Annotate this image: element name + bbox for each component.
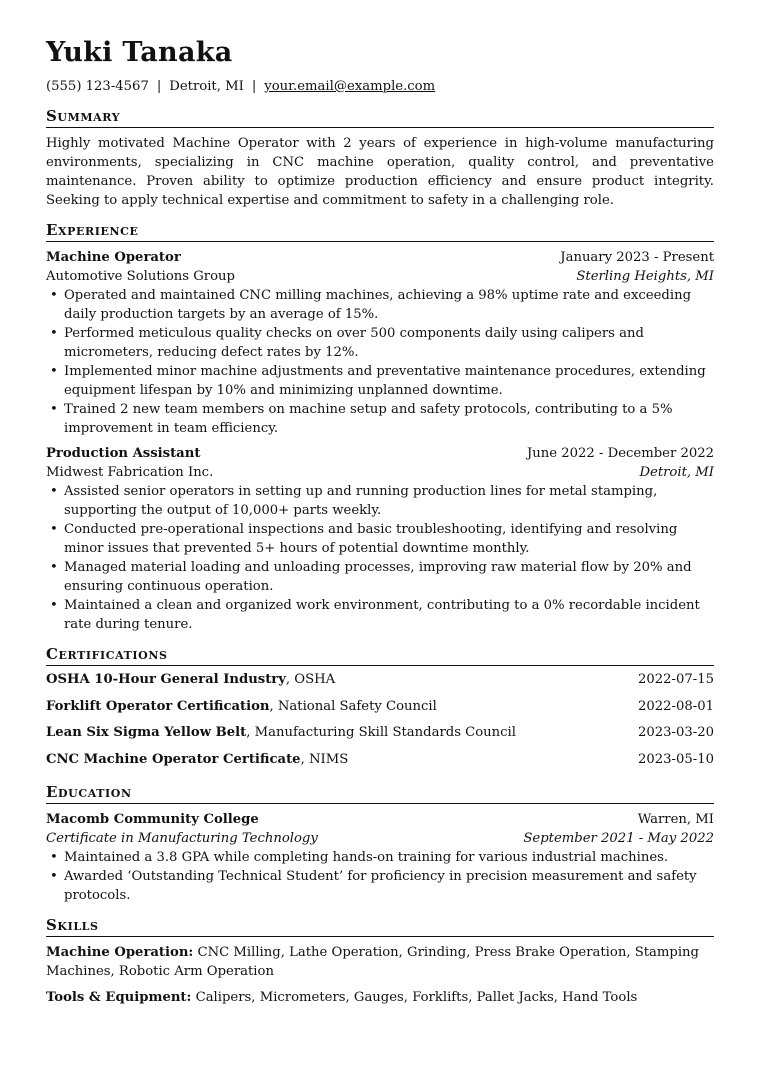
certification-issuer: , NIMS (300, 751, 349, 767)
skill-group-label: Tools & Equipment: (46, 989, 192, 1005)
job-dates: June 2022 - December 2022 (526, 446, 714, 461)
certifications-section (46, 644, 714, 772)
location: Detroit, MI (169, 79, 244, 94)
candidate-name: Yuki Tanaka (46, 37, 233, 68)
education-dates: September 2021 - May 2022 (523, 830, 714, 846)
email-link[interactable]: your.email@example.com (264, 79, 436, 94)
certification-date: 2023-05-10 (637, 751, 714, 767)
school-name: Macomb Community College (46, 811, 259, 827)
job-location: Detroit, MI (639, 465, 714, 480)
job-bullet: • Maintained a clean and organized work environment, contributing to a 0% recordable incident rate during tenure. (46, 596, 714, 634)
contact-separator: | (156, 79, 162, 94)
skill-group (46, 988, 714, 1007)
job-dates: January 2023 - Present (560, 250, 714, 265)
section-heading-summary: Summary (46, 106, 714, 128)
education-bullet: • Awarded ‘Outstanding Technical Student’ for proficiency in precision measurement and safety protocols. (46, 867, 714, 905)
resume-page (46, 36, 714, 1014)
section-heading-certifications: Certifications (46, 644, 714, 666)
certification-issuer: , National Safety Council (269, 698, 437, 714)
contact-line (46, 78, 714, 96)
section-heading-education: Education (46, 782, 714, 804)
job-title: Production Assistant (46, 446, 201, 461)
certification-item (46, 697, 714, 724)
certification-name: Lean Six Sigma Yellow Belt (46, 725, 247, 740)
certification-name: Forklift Operator Certification (46, 698, 270, 714)
skill-group-label: Machine Operation: (46, 944, 194, 960)
certification-name: CNC Machine Operator Certificate (46, 751, 301, 767)
skill-group-values: Calipers, Micrometers, Gauges, Forklifts, Pallet Jacks, Hand Tools (191, 989, 638, 1005)
job-bullet: • Assisted senior operators in setting up and running production lines for metal stamping, supporting the output of 10,000+ parts weekly. (46, 482, 714, 520)
summary-text: Highly motivated Machine Operator with 2 years of experience in high-volume manufacturing environments, specializing in CNC machine operation, quality control, and preventative maintenance. Proven ability to optimize production efficiency and ensure product integrity. Seeking to apply technical expertise and commitment to safety in a challenging role. (46, 136, 714, 208)
certification-item (46, 723, 714, 750)
job-bullet: • Conducted pre-operational inspections and basic troubleshooting, identifying and resolving minor issues that prevented 5+ hours of potential downtime monthly. (46, 520, 714, 558)
job-location: Sterling Heights, MI (576, 269, 714, 284)
certification-item (46, 750, 714, 772)
job-entry (46, 248, 714, 438)
certification-date: 2022-08-01 (637, 698, 714, 714)
phone-number: (555) 123-4567 (46, 79, 149, 94)
skills-section (46, 915, 714, 1007)
education-section (46, 782, 714, 905)
program-name: Certificate in Manufacturing Technology (46, 830, 318, 846)
job-bullet: • Performed meticulous quality checks on over 500 components daily using calipers and micrometers, reducing defect rates by 12%. (46, 324, 714, 362)
certification-issuer: , Manufacturing Skill Standards Council (246, 725, 516, 740)
skill-group-values: CNC Milling, Lathe Operation, Grinding, Press Brake Operation, Stamping Machines, Robotic Arm Operation (46, 944, 699, 979)
certification-date: 2022-07-15 (637, 672, 714, 687)
experience-section (46, 220, 714, 634)
company-name: Automotive Solutions Group (46, 269, 235, 284)
job-bullet: • Implemented minor machine adjustments and preventative maintenance procedures, extending equipment lifespan by 10% and minimizing unplanned downtime. (46, 362, 714, 400)
job-bullet: • Operated and maintained CNC milling machines, achieving a 98% uptime rate and exceeding daily production targets by an average of 15%. (46, 286, 714, 324)
summary-section (46, 106, 714, 210)
job-entry (46, 444, 714, 634)
certification-date: 2023-03-20 (637, 725, 714, 740)
job-bullet: • Managed material loading and unloading processes, improving raw material flow by 20% and ensuring continuous operation. (46, 558, 714, 596)
job-bullet: • Trained 2 new team members on machine setup and safety protocols, contributing to a 5% improvement in team efficiency. (46, 400, 714, 438)
certification-item (46, 670, 714, 697)
company-name: Midwest Fabrication Inc. (46, 465, 214, 480)
certification-issuer: , OSHA (285, 672, 336, 687)
certification-name: OSHA 10-Hour General Industry (46, 672, 286, 687)
job-title: Machine Operator (46, 250, 181, 265)
contact-separator: | (251, 79, 257, 94)
school-location: Warren, MI (637, 811, 714, 827)
education-bullet: • Maintained a 3.8 GPA while completing hands-on training for various industrial machines. (46, 848, 714, 867)
section-heading-skills: Skills (46, 915, 714, 937)
section-heading-experience: Experience (46, 220, 714, 242)
skill-group (46, 943, 714, 981)
